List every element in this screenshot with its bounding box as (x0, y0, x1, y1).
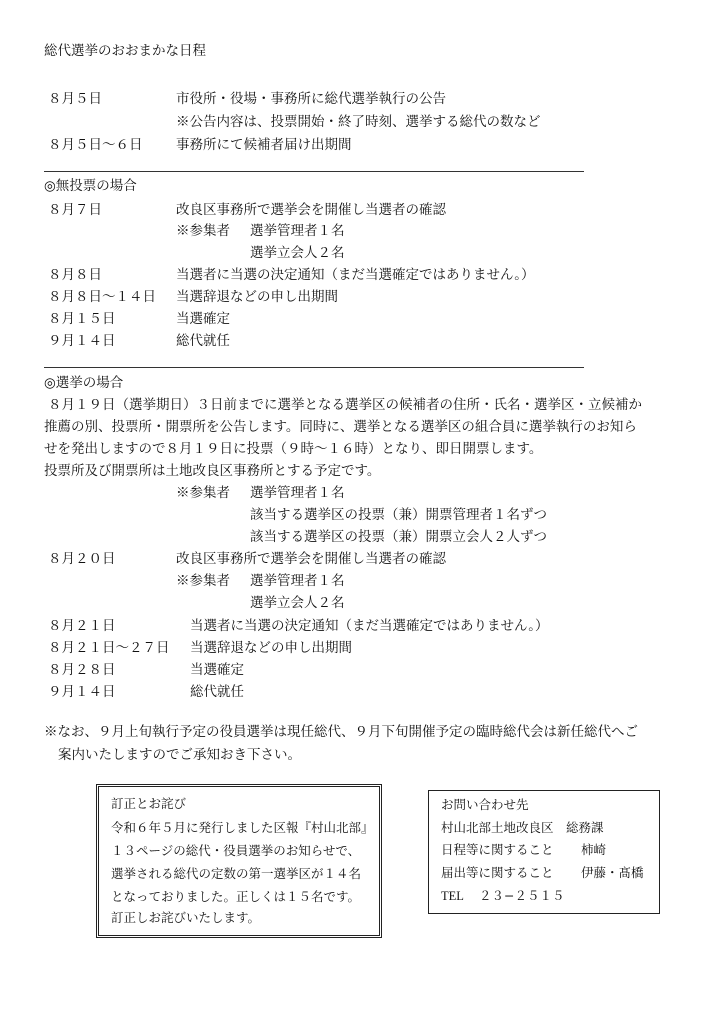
paragraph-line: 投票所及び開票所は土地改良区事務所とする予定です。 (44, 463, 381, 479)
schedule-text: 当選確定 (190, 662, 244, 678)
schedule-date: ８月５日 (48, 91, 102, 107)
contact-title: お問い合わせ先 (441, 797, 529, 812)
attendee-item: 選挙管理者１名 (250, 485, 345, 501)
schedule-text: 事務所にて候補者届け出期間 (176, 137, 352, 153)
schedule-text: 総代就任 (176, 333, 230, 349)
section-title: ◎選挙の場合 (44, 375, 124, 391)
section-divider (44, 171, 584, 172)
schedule-date: ８月８日 (48, 267, 102, 283)
correction-line: 令和６年５月に発行しました区報『村山北部』 (111, 820, 374, 835)
schedule-date: ８月２０日 (48, 551, 116, 567)
schedule-text: 当選者に当選の決定通知（まだ当選確定ではありません。） (176, 267, 535, 283)
schedule-text: 当選辞退などの申し出期間 (176, 289, 338, 305)
page-title: 総代選挙のおおまかな日程 (44, 43, 206, 59)
paragraph-line: 推薦の別、投票所・開票所を公告します。同時に、選挙となる選挙区の組合員に選挙執行のお知ら (44, 419, 637, 435)
attendees-label: ※参集者 (176, 223, 230, 239)
correction-line: １３ページの総代・役員選挙のお知らせで、 (111, 843, 361, 858)
schedule-text: 当選確定 (176, 311, 230, 327)
contact-row-name: 柿崎 (581, 842, 607, 857)
attendee-item: 選挙立会人２名 (250, 245, 345, 261)
contact-tel: ２３−２５１５ (479, 888, 565, 903)
contact-org: 村山北部土地改良区 総務課 (441, 820, 604, 835)
attendees-label: ※参集者 (176, 485, 230, 501)
section-divider (44, 367, 584, 368)
schedule-date: ８月７日 (48, 202, 102, 218)
schedule-text: 総代就任 (190, 684, 244, 700)
schedule-text: 当選者に当選の決定通知（まだ当選確定ではありません。） (190, 618, 549, 634)
schedule-text: 市役所・役場・事務所に総代選挙執行の公告 (176, 91, 446, 107)
contact-row-label: 日程等に関すること (441, 842, 554, 857)
contact-tel-label: TEL (441, 889, 464, 903)
schedule-date: ８月２８日 (48, 662, 116, 678)
schedule-date: ８月５日〜６日 (48, 137, 143, 153)
paragraph-line: ８月１９日（選挙期日）３日前までに選挙となる選挙区の候補者の住所・氏名・選挙区・立候補か (48, 397, 642, 413)
attendee-item: 該当する選挙区の投票（兼）開票管理者１名ずつ (250, 507, 547, 523)
paragraph-line: せを発出しますので８月１９日に投票（９時〜１６時）となり、即日開票します。 (44, 441, 543, 457)
schedule-text: 当選辞退などの申し出期間 (190, 640, 352, 656)
attendee-item: 選挙管理者１名 (250, 223, 345, 239)
schedule-date: ８月２１日〜２７日 (48, 640, 170, 656)
correction-line: 訂正しお詫びいたします。 (111, 910, 261, 925)
schedule-text: 改良区事務所で選挙会を開催し当選者の確認 (176, 551, 446, 567)
schedule-text: 改良区事務所で選挙会を開催し当選者の確認 (176, 202, 446, 218)
schedule-date: ８月１５日 (48, 311, 116, 327)
section-title: ◎無投票の場合 (44, 178, 137, 194)
contact-box (428, 790, 660, 914)
footnote-line: ※なお、９月上旬執行予定の役員選挙は現任総代、９月下旬開催予定の臨時総代会は新任総代へご (44, 724, 638, 740)
schedule-date: ９月１４日 (48, 684, 116, 700)
attendee-item: 該当する選挙区の投票（兼）開票立会人２人ずつ (250, 529, 547, 545)
contact-row-label: 届出等に関すること (441, 865, 554, 880)
schedule-date: ８月８日〜１４日 (48, 289, 156, 305)
schedule-date: ９月１４日 (48, 333, 116, 349)
correction-title: 訂正とお詫び (111, 796, 187, 811)
attendees-label: ※参集者 (176, 573, 230, 589)
contact-row-name: 伊藤・髙橋 (581, 865, 644, 880)
attendee-item: 選挙管理者１名 (250, 573, 345, 589)
schedule-date: ８月２１日 (48, 618, 116, 634)
correction-notice-box (96, 784, 382, 938)
schedule-note: ※公告内容は、投票開始・終了時刻、選挙する総代の数など (176, 114, 541, 130)
correction-line: となっておりました。正しくは１５名です。 (111, 889, 361, 904)
footnote-line: 案内いたしますのでご承知おき下さい。 (58, 747, 301, 763)
attendee-item: 選挙立会人２名 (250, 595, 345, 611)
correction-line: 選挙される総代の定数の第一選挙区が１４名 (111, 866, 362, 881)
